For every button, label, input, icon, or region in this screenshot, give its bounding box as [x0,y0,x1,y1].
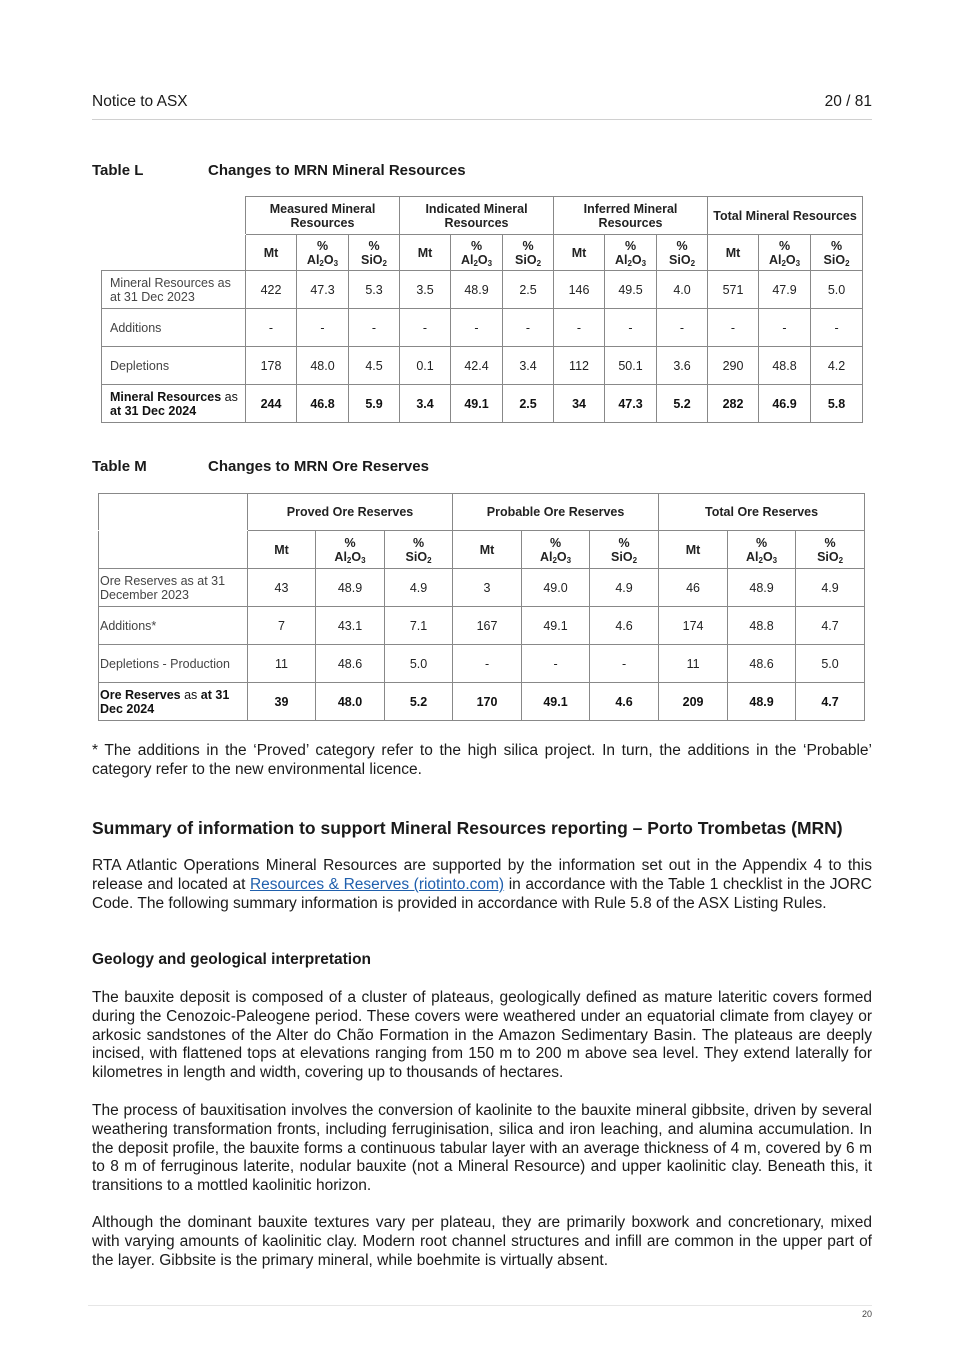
summary-intro [92,857,872,913]
table-cell: - [453,645,522,683]
table-l-corner [102,197,246,235]
silica-sio: SiO [823,252,846,267]
silica-header [796,531,865,569]
table-m-caption [92,458,429,475]
table-cell: 4.6 [590,607,659,645]
alumina-percent: % [778,238,791,253]
alumina-al: Al [745,549,759,564]
table-cell: 48.8 [728,607,796,645]
table-cell: - [522,645,590,683]
table-l-id: Table L [92,162,144,179]
table-cell: 43 [248,569,316,607]
mt-header: Mt [708,235,759,271]
silica-sub-2: 2 [632,555,638,565]
table-cell: 4.7 [796,607,865,645]
geology-paragraph-1: The bauxite deposit is composed of a cluster of plateaus, geologically defined as mature lateritic covers formed during the Cenozoic-Paleogene period. These covers were weathered under an equatorial climate from clayey or arkosic sandstones of the Alter do Chão Formation in the Amazon Sedimentary Basin. The plateaus are deeply incised, with flattened tops at elevations ranging from 150 m to 200 m above sea level. They extend laterally for kilometres in length and width, covering up to thousands of hectares. [92,989,872,1082]
alumina-al: Al [334,549,347,564]
silica-sio: SiO [515,252,537,267]
table-cell: 48.6 [316,645,385,683]
alumina-o: O [762,549,773,564]
row-label: Ore Reserves as at 31 December 2023 [99,569,248,607]
alumina-o: O [477,252,488,267]
row-label: Additions* [99,607,248,645]
mt-header: Mt [659,531,728,569]
silica-sub-2: 2 [536,258,542,268]
table-total-cell: 5.8 [811,385,863,423]
total-label-as: as [224,389,238,404]
table-m [98,493,865,721]
table-cell: 49.1 [522,607,590,645]
table-row [102,271,863,309]
footer-divider [88,1305,872,1306]
table-m-id: Table M [92,458,147,475]
alumina-sub-2: 2 [346,555,352,565]
table-cell: 47.3 [297,271,349,309]
table-row [99,569,865,607]
table-m-corner [99,494,248,531]
total-row-label [102,385,246,423]
table-cell: 48.9 [316,569,385,607]
alumina-header [522,531,590,569]
table-cell: 112 [554,347,605,385]
silica-percent: % [618,535,630,550]
table-cell: 7.1 [385,607,453,645]
mt-header: Mt [246,235,297,271]
table-cell: 3.6 [657,347,708,385]
table-total-cell: 48.9 [728,683,796,721]
table-l-corner-lower [102,235,246,271]
table-total-cell: 46.8 [297,385,349,423]
table-total-cell: 48.0 [316,683,385,721]
table-total-cell: 4.7 [796,683,865,721]
alumina-o: O [351,549,362,564]
alumina-sub-3: 3 [641,258,647,268]
table-cell: 5.0 [811,271,863,309]
table-l-group-header [102,197,863,235]
row-label: Depletions [102,347,246,385]
silica-header [657,235,708,271]
alumina-o: O [556,549,567,564]
silica-sio: SiO [361,252,383,267]
table-m-group: Probable Ore Reserves [453,494,659,531]
alumina-percent: % [549,535,562,550]
alumina-percent: % [316,238,329,253]
table-cell: 43.1 [316,607,385,645]
table-m-group: Total Ore Reserves [659,494,865,531]
table-l-group: Indicated Mineral Resources [400,197,554,235]
table-cell: 571 [708,271,759,309]
silica-percent: % [676,238,688,253]
alumina-sub-3: 3 [795,258,801,268]
table-total-cell: 49.1 [451,385,503,423]
table-cell: - [246,309,297,347]
alumina-sub-2: 2 [758,555,763,565]
table-row [102,347,863,385]
table-total-cell: 3.4 [400,385,451,423]
table-cell: 167 [453,607,522,645]
alumina-sub-2: 2 [319,258,324,268]
table-cell: 48.9 [451,271,503,309]
table-m-group: Proved Ore Reserves [248,494,453,531]
table-cell: 11 [248,645,316,683]
table-m-corner-lower [99,531,248,569]
table-m-title: Changes to MRN Ore Reserves [208,458,429,475]
alumina-sub-3: 3 [361,555,366,565]
alumina-sub-3: 3 [566,555,572,565]
silica-percent: % [824,535,836,550]
alumina-header [297,235,349,271]
table-cell: - [657,309,708,347]
table-cell: 5.3 [349,271,400,309]
table-l-group: Measured Mineral Resources [246,197,400,235]
table-cell: 178 [246,347,297,385]
table-cell: 46 [659,569,728,607]
table-row [102,309,863,347]
table-total-cell: 5.9 [349,385,400,423]
silica-percent: % [368,238,380,253]
table-cell: 7 [248,607,316,645]
geology-subheading: Geology and geological interpretation [92,951,372,968]
table-cell: 49.0 [522,569,590,607]
table-cell: 146 [554,271,605,309]
table-cell: 47.9 [759,271,811,309]
table-row [99,607,865,645]
table-cell: - [554,309,605,347]
silica-sub-2: 2 [427,555,432,565]
table-cell: 3 [453,569,522,607]
table-cell: - [759,309,811,347]
resources-reserves-link[interactable]: Resources & Reserves (riotinto.com) [249,875,505,893]
table-cell: 48.9 [728,569,796,607]
alumina-header [316,531,385,569]
alumina-al: Al [539,549,553,564]
table-cell: 50.1 [605,347,657,385]
header-title: Notice to ASX [92,93,188,110]
silica-percent: % [522,238,534,253]
table-l [101,196,863,423]
table-cell: 5.0 [385,645,453,683]
summary-intro-start: RTA Atlantic Operations Mineral Resources are supported by the information set out in the Appendix 4 to this release and located at [92,857,872,893]
silica-header [385,531,453,569]
alumina-al: Al [614,252,628,267]
table-cell: 0.1 [400,347,451,385]
table-total-cell: 170 [453,683,522,721]
table-l-caption [92,162,466,179]
table-total-cell: 244 [246,385,297,423]
geology-paragraph-3: Although the dominant bauxite textures vary per plateau, they are primarily boxwork and concretionary, mixed with varying amounts of kaolinitic clay. Modern root channel structures and infill are common in the upper part of the layer. Gibbsite is the primary mineral, while boehmite is virtually absent. [92,1214,872,1269]
table-l-title: Changes to MRN Mineral Resources [208,162,466,179]
table-l-group: Inferred Mineral Resources [554,197,708,235]
table-total-cell: 46.9 [759,385,811,423]
silica-sub-2: 2 [845,258,850,268]
total-label-main: Mineral Resources [110,389,222,404]
table-cell: - [400,309,451,347]
alumina-sub-3: 3 [333,258,339,268]
alumina-o: O [631,252,642,267]
silica-sio: SiO [817,549,839,564]
table-cell: - [297,309,349,347]
alumina-header [759,235,811,271]
mt-header: Mt [400,235,451,271]
table-cell: 48.0 [297,347,349,385]
total-label-date: at 31 Dec 2024 [110,403,197,418]
silica-header [590,531,659,569]
alumina-sub-3: 3 [772,555,778,565]
total-label-date: at 31 Dec 2024 [100,687,230,716]
table-cell: 48.8 [759,347,811,385]
table-row [99,645,865,683]
geology-paragraph-2: The process of bauxitisation involves the conversion of kaolinite to the bauxite mineral gibbsite, driven by several weathering transformation fronts, including ferruginisation, silica and iron leaching, and alumina accumulation. In the deposit profile, the bauxite forms a continuous tabular layer with an average thickness of 4 m, covered by 6 m to 8 m of ferruginous laterite, nodular bauxite (not a Mineral Resource) and upper kaolinitic clay. Beneath this, it transitions to a mottled kaolinitic horizon. [92,1102,872,1195]
alumina-sub-2: 2 [781,258,786,268]
table-cell: 5.0 [796,645,865,683]
alumina-al: Al [460,252,474,267]
summary-heading: Summary of information to support Mineral Resources reporting – Porto Trombetas (MRN) [92,818,843,838]
table-cell: 4.9 [796,569,865,607]
silica-sio: SiO [405,549,428,564]
silica-header [811,235,863,271]
silica-sub-2: 2 [838,555,844,565]
table-total-cell: 5.2 [385,683,453,721]
alumina-sub-3: 3 [487,258,493,268]
mt-header: Mt [248,531,316,569]
alumina-sub-2: 2 [473,258,478,268]
table-cell: - [811,309,863,347]
alumina-percent: % [470,238,483,253]
total-row-label [99,683,248,721]
alumina-header [605,235,657,271]
silica-header [349,235,400,271]
silica-percent: % [412,535,425,550]
table-cell: - [708,309,759,347]
table-total-cell: 4.6 [590,683,659,721]
table-cell: 4.9 [590,569,659,607]
table-cell: - [590,645,659,683]
mt-header: Mt [453,531,522,569]
alumina-percent: % [344,535,356,550]
table-cell: - [349,309,400,347]
table-total-cell: 5.2 [657,385,708,423]
alumina-sub-2: 2 [627,258,632,268]
table-cell: 4.2 [811,347,863,385]
table-cell: - [451,309,503,347]
alumina-percent: % [624,238,637,253]
silica-sub-2: 2 [690,258,696,268]
table-total-row [102,385,863,423]
alumina-header [451,235,503,271]
table-total-cell: 282 [708,385,759,423]
silica-percent: % [830,238,843,253]
summary-intro-end: in accordance with the Table 1 checklist in the JORC Code. The following summary information is provided in accordance with Rule 5.8 of the ASX Listing Rules. [92,875,872,912]
row-label: Mineral Resources as at 31 Dec 2023 [102,271,246,309]
table-l-sub-header [102,235,863,271]
page-header [92,91,872,120]
alumina-percent: % [756,535,768,550]
total-label-main: Ore Reserves [100,687,181,702]
silica-header [503,235,554,271]
total-label-as: as [184,687,198,702]
footer-page-number: 20 [861,1309,872,1319]
table-l-group: Total Mineral Resources [708,197,863,235]
table-cell: 4.5 [349,347,400,385]
table-m-group-header [99,494,865,531]
table-total-cell: 39 [248,683,316,721]
alumina-al: Al [768,252,782,267]
row-label: Depletions - Production [99,645,248,683]
table-cell: 48.6 [728,645,796,683]
table-m-footnote: * The additions in the ‘Proved’ category refer to the high silica project. In turn, the additions in the ‘Probable’ category refer to the new environmental licence. [92,742,872,778]
table-total-cell: 209 [659,683,728,721]
header-page-count: 20 / 81 [824,93,872,110]
table-cell: 4.9 [385,569,453,607]
alumina-sub-2: 2 [552,555,557,565]
table-total-cell: 47.3 [605,385,657,423]
table-cell: 42.4 [451,347,503,385]
alumina-o: O [785,252,796,267]
table-cell: 174 [659,607,728,645]
alumina-al: Al [306,252,320,267]
silica-sio: SiO [611,549,633,564]
table-cell: 11 [659,645,728,683]
table-total-row [99,683,865,721]
table-m-sub-header [99,531,865,569]
table-cell: 2.5 [503,271,554,309]
mt-header: Mt [554,235,605,271]
table-total-cell: 49.1 [522,683,590,721]
alumina-header [728,531,796,569]
table-total-cell: 34 [554,385,605,423]
table-total-cell: 2.5 [503,385,554,423]
table-cell: 4.0 [657,271,708,309]
table-cell: 290 [708,347,759,385]
table-cell: - [605,309,657,347]
row-label: Additions [102,309,246,347]
alumina-o: O [323,252,334,267]
table-cell: 422 [246,271,297,309]
silica-sio: SiO [669,252,691,267]
table-cell: 3.4 [503,347,554,385]
table-cell: 3.5 [400,271,451,309]
table-cell: - [503,309,554,347]
table-cell: 49.5 [605,271,657,309]
silica-sub-2: 2 [382,258,387,268]
